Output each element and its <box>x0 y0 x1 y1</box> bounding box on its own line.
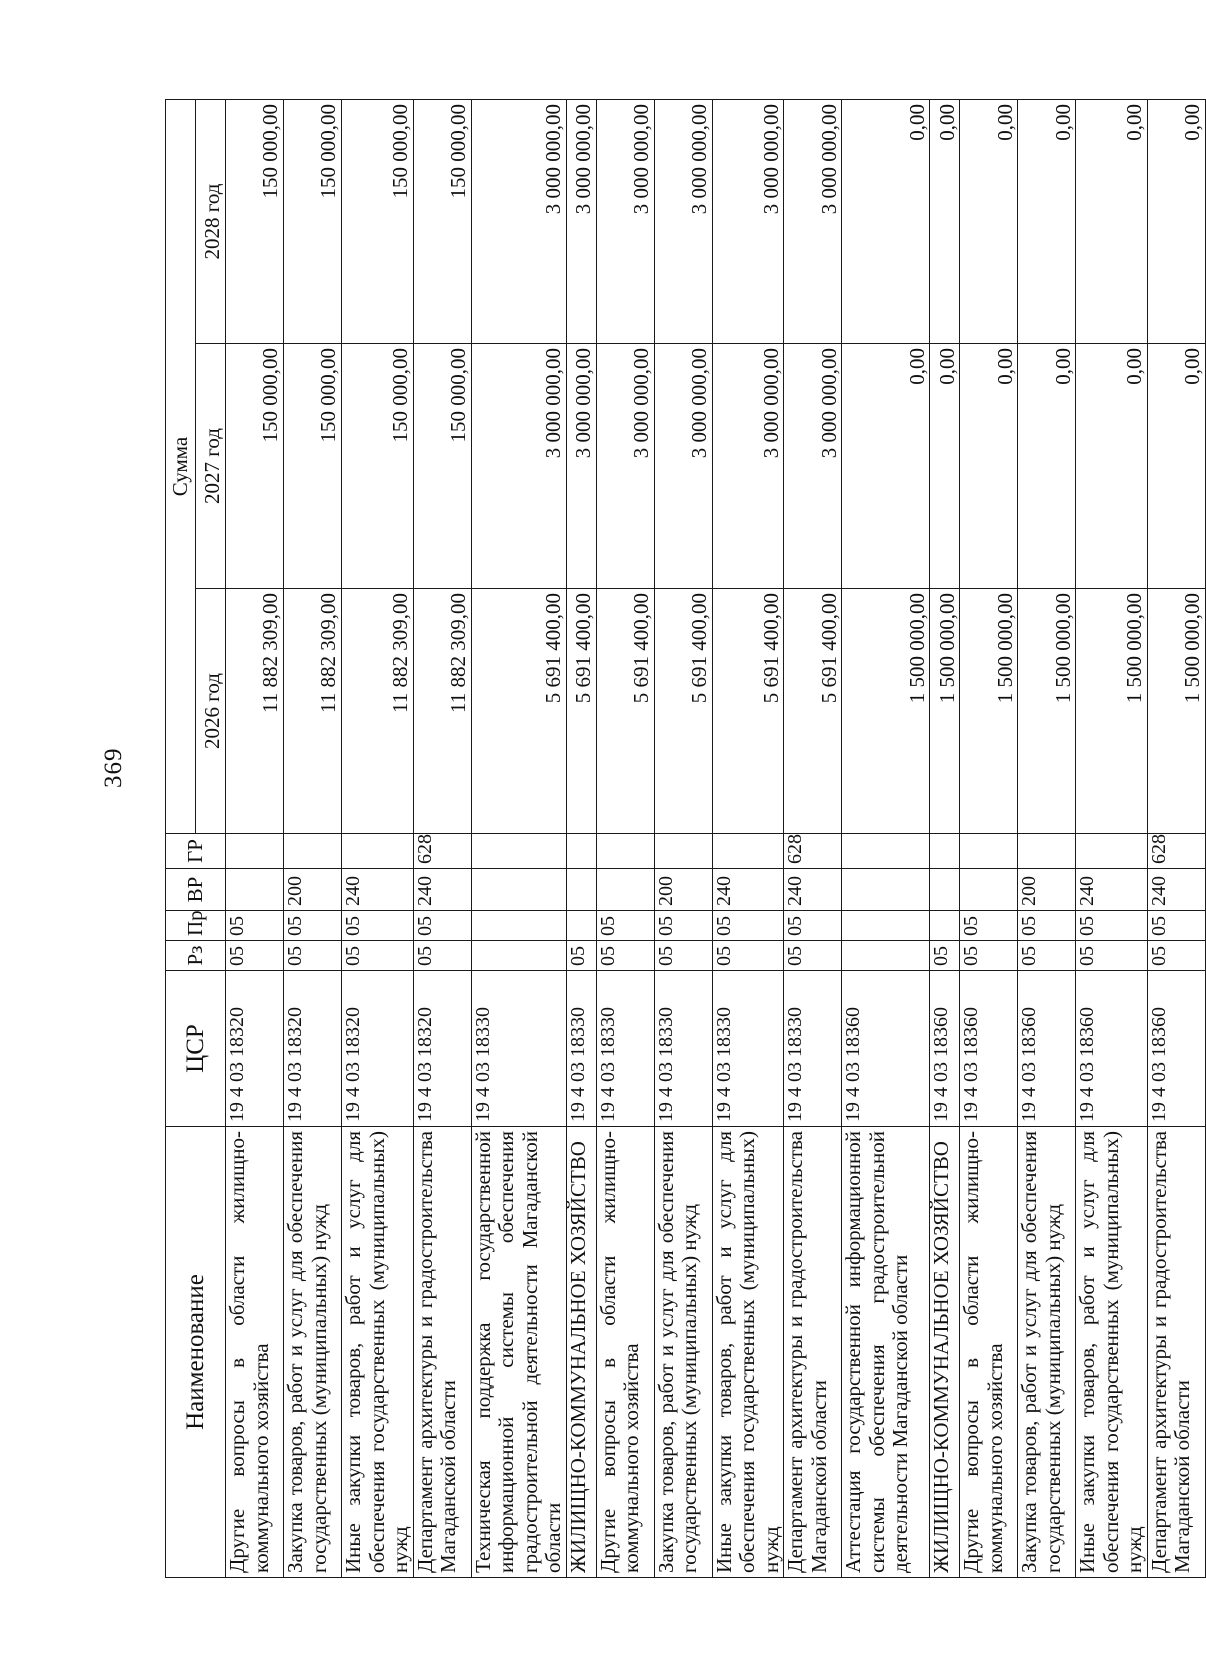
row-name: Департамент архитектуры и градостроительства Магаданской области <box>413 1127 471 1578</box>
row-vr: 240 <box>784 869 842 911</box>
row-rz: 05 <box>284 941 342 971</box>
row-pr: 05 <box>712 911 784 941</box>
row-rz: 05 <box>784 941 842 971</box>
row-csr: 19 4 03 18320 <box>342 971 414 1127</box>
page-number: 369 <box>100 747 127 788</box>
row-name: Департамент архитектуры и градостроительства Магаданской области <box>784 1127 842 1578</box>
table-row <box>566 99 596 1577</box>
row-gr <box>654 834 712 869</box>
row-vr: 240 <box>413 869 471 911</box>
row-vr: 240 <box>1147 869 1205 911</box>
row-vr <box>566 869 596 911</box>
row-amount-2028: 0,00 <box>1147 99 1205 343</box>
row-csr: 19 4 03 18360 <box>960 971 1018 1127</box>
row-pr: 05 <box>342 911 414 941</box>
row-pr: 05 <box>654 911 712 941</box>
row-amount-2028: 0,00 <box>960 99 1018 343</box>
header-year-2028: 2028 год <box>196 99 226 343</box>
row-amount-2026: 11 882 309,00 <box>226 589 284 834</box>
row-amount-2028: 0,00 <box>930 99 960 343</box>
row-amount-2027: 150 000,00 <box>284 344 342 589</box>
row-vr: 200 <box>284 869 342 911</box>
row-vr <box>930 869 960 911</box>
row-amount-2027: 0,00 <box>930 344 960 589</box>
table-row <box>960 99 1018 1577</box>
table-row <box>1147 99 1205 1577</box>
row-amount-2028: 150 000,00 <box>226 99 284 343</box>
row-rz: 05 <box>1147 941 1205 971</box>
table-row <box>471 99 566 1577</box>
row-name: Техническая поддержка государственной информационной системы обеспечения градостроительной деятельности Магаданской области <box>471 1127 566 1578</box>
row-amount-2027: 150 000,00 <box>413 344 471 589</box>
row-pr: 05 <box>284 911 342 941</box>
row-amount-2027: 3 000 000,00 <box>712 344 784 589</box>
row-name: Иные закупки товаров, работ и услуг для обеспечения государственных (муниципальных) нужд <box>1076 1127 1148 1578</box>
row-csr: 19 4 03 18360 <box>1076 971 1148 1127</box>
table-row <box>842 99 930 1577</box>
row-rz: 05 <box>566 941 596 971</box>
row-gr <box>596 834 654 869</box>
row-name: ЖИЛИЩНО-КОММУНАЛЬНОЕ ХОЗЯЙСТВО <box>566 1127 596 1578</box>
row-rz <box>471 941 566 971</box>
row-rz: 05 <box>930 941 960 971</box>
row-pr: 05 <box>226 911 284 941</box>
row-amount-2026: 11 882 309,00 <box>413 589 471 834</box>
row-amount-2028: 0,00 <box>1018 99 1076 343</box>
row-rz: 05 <box>654 941 712 971</box>
row-amount-2026: 11 882 309,00 <box>284 589 342 834</box>
rotated-table-container <box>165 100 1205 1578</box>
row-name: Аттестация государственной информационной системы обеспечения градостроительной деятельности Магаданской области <box>842 1127 930 1578</box>
row-amount-2027: 0,00 <box>1147 344 1205 589</box>
row-vr: 200 <box>654 869 712 911</box>
row-amount-2027: 150 000,00 <box>342 344 414 589</box>
table-row <box>654 99 712 1577</box>
row-amount-2027: 0,00 <box>960 344 1018 589</box>
row-rz: 05 <box>1076 941 1148 971</box>
row-csr: 19 4 03 18320 <box>413 971 471 1127</box>
table-row <box>284 99 342 1577</box>
table-body <box>226 99 1206 1577</box>
row-gr <box>712 834 784 869</box>
row-gr <box>930 834 960 869</box>
row-gr <box>284 834 342 869</box>
budget-table <box>165 99 1206 1578</box>
row-pr <box>471 911 566 941</box>
row-gr <box>342 834 414 869</box>
row-vr <box>842 869 930 911</box>
row-vr <box>960 869 1018 911</box>
row-csr: 19 4 03 18330 <box>654 971 712 1127</box>
row-vr <box>226 869 284 911</box>
row-pr <box>930 911 960 941</box>
row-amount-2027: 3 000 000,00 <box>654 344 712 589</box>
row-gr: 628 <box>784 834 842 869</box>
row-csr: 19 4 03 18330 <box>712 971 784 1127</box>
header-vr: ВР <box>166 869 226 911</box>
row-rz: 05 <box>1018 941 1076 971</box>
row-rz: 05 <box>712 941 784 971</box>
row-amount-2027: 3 000 000,00 <box>566 344 596 589</box>
row-amount-2026: 5 691 400,00 <box>566 589 596 834</box>
row-name: Иные закупки товаров, работ и услуг для обеспечения государственных (муниципальных) нужд <box>342 1127 414 1578</box>
header-name: Наименование <box>166 1127 226 1578</box>
row-name: Другие вопросы в области жилищно-коммунального хозяйства <box>226 1127 284 1578</box>
row-gr: 628 <box>413 834 471 869</box>
row-name: Иные закупки товаров, работ и услуг для обеспечения государственных (муниципальных) нужд <box>712 1127 784 1578</box>
row-amount-2027: 0,00 <box>1018 344 1076 589</box>
row-pr <box>842 911 930 941</box>
row-vr: 240 <box>342 869 414 911</box>
row-amount-2028: 150 000,00 <box>284 99 342 343</box>
row-rz: 05 <box>413 941 471 971</box>
row-csr: 19 4 03 18330 <box>566 971 596 1127</box>
row-amount-2027: 3 000 000,00 <box>596 344 654 589</box>
row-amount-2026: 5 691 400,00 <box>784 589 842 834</box>
row-rz: 05 <box>596 941 654 971</box>
row-pr: 05 <box>960 911 1018 941</box>
row-rz: 05 <box>226 941 284 971</box>
row-pr: 05 <box>1018 911 1076 941</box>
row-amount-2028: 0,00 <box>842 99 930 343</box>
row-name: Закупка товаров, работ и услуг для обеспечения государственных (муниципальных) нужд <box>654 1127 712 1578</box>
row-csr: 19 4 03 18320 <box>226 971 284 1127</box>
row-csr: 19 4 03 18320 <box>284 971 342 1127</box>
row-amount-2028: 0,00 <box>1076 99 1148 343</box>
row-pr: 05 <box>1147 911 1205 941</box>
table-row <box>342 99 414 1577</box>
row-rz <box>842 941 930 971</box>
row-amount-2026: 1 500 000,00 <box>842 589 930 834</box>
row-amount-2028: 3 000 000,00 <box>654 99 712 343</box>
row-gr: 628 <box>1147 834 1205 869</box>
table-row <box>596 99 654 1577</box>
table-row <box>413 99 471 1577</box>
header-csr: ЦСР <box>166 971 226 1127</box>
row-name: Другие вопросы в области жилищно-коммунального хозяйства <box>596 1127 654 1578</box>
row-vr <box>471 869 566 911</box>
table-row <box>1018 99 1076 1577</box>
row-gr <box>1018 834 1076 869</box>
row-amount-2026: 1 500 000,00 <box>930 589 960 834</box>
row-csr: 19 4 03 18360 <box>1147 971 1205 1127</box>
header-gr: ГР <box>166 834 226 869</box>
row-amount-2026: 1 500 000,00 <box>960 589 1018 834</box>
row-amount-2026: 1 500 000,00 <box>1147 589 1205 834</box>
row-amount-2027: 3 000 000,00 <box>784 344 842 589</box>
row-rz: 05 <box>960 941 1018 971</box>
row-amount-2028: 3 000 000,00 <box>566 99 596 343</box>
row-csr: 19 4 03 18330 <box>471 971 566 1127</box>
row-amount-2026: 5 691 400,00 <box>596 589 654 834</box>
row-amount-2026: 5 691 400,00 <box>712 589 784 834</box>
row-vr <box>596 869 654 911</box>
row-amount-2028: 150 000,00 <box>413 99 471 343</box>
row-amount-2026: 5 691 400,00 <box>471 589 566 834</box>
header-sum: Сумма <box>166 99 196 833</box>
row-gr <box>226 834 284 869</box>
header-rz: Рз <box>166 941 226 971</box>
row-vr: 200 <box>1018 869 1076 911</box>
row-amount-2026: 1 500 000,00 <box>1018 589 1076 834</box>
row-amount-2026: 1 500 000,00 <box>1076 589 1148 834</box>
row-csr: 19 4 03 18330 <box>596 971 654 1127</box>
row-pr: 05 <box>596 911 654 941</box>
row-amount-2026: 5 691 400,00 <box>654 589 712 834</box>
row-amount-2027: 150 000,00 <box>226 344 284 589</box>
row-amount-2028: 3 000 000,00 <box>784 99 842 343</box>
row-amount-2028: 3 000 000,00 <box>596 99 654 343</box>
row-name: Другие вопросы в области жилищно-коммунального хозяйства <box>960 1127 1018 1578</box>
row-name: Закупка товаров, работ и услуг для обеспечения государственных (муниципальных) нужд <box>1018 1127 1076 1578</box>
row-csr: 19 4 03 18330 <box>784 971 842 1127</box>
row-gr <box>566 834 596 869</box>
table-row <box>1076 99 1148 1577</box>
table-row <box>784 99 842 1577</box>
row-amount-2028: 3 000 000,00 <box>712 99 784 343</box>
row-gr <box>1076 834 1148 869</box>
row-csr: 19 4 03 18360 <box>930 971 960 1127</box>
row-gr <box>842 834 930 869</box>
row-rz: 05 <box>342 941 414 971</box>
row-amount-2028: 3 000 000,00 <box>471 99 566 343</box>
row-gr <box>471 834 566 869</box>
row-pr: 05 <box>413 911 471 941</box>
table-row <box>226 99 284 1577</box>
row-amount-2027: 3 000 000,00 <box>471 344 566 589</box>
header-year-2027: 2027 год <box>196 344 226 589</box>
row-gr <box>960 834 1018 869</box>
row-pr: 05 <box>1076 911 1148 941</box>
row-pr: 05 <box>784 911 842 941</box>
row-csr: 19 4 03 18360 <box>1018 971 1076 1127</box>
row-name: Департамент архитектуры и градостроительства Магаданской области <box>1147 1127 1205 1578</box>
header-pr: Пр <box>166 911 226 941</box>
row-amount-2027: 0,00 <box>842 344 930 589</box>
row-pr <box>566 911 596 941</box>
header-row-top <box>166 99 196 1577</box>
row-amount-2027: 0,00 <box>1076 344 1148 589</box>
row-vr: 240 <box>712 869 784 911</box>
row-name: Закупка товаров, работ и услуг для обеспечения государственных (муниципальных) нужд <box>284 1127 342 1578</box>
row-csr: 19 4 03 18360 <box>842 971 930 1127</box>
row-amount-2026: 11 882 309,00 <box>342 589 414 834</box>
row-amount-2028: 150 000,00 <box>342 99 414 343</box>
row-vr: 240 <box>1076 869 1148 911</box>
header-year-2026: 2026 год <box>196 589 226 834</box>
table-row <box>930 99 960 1577</box>
table-row <box>712 99 784 1577</box>
row-name: ЖИЛИЩНО-КОММУНАЛЬНОЕ ХОЗЯЙСТВО <box>930 1127 960 1578</box>
